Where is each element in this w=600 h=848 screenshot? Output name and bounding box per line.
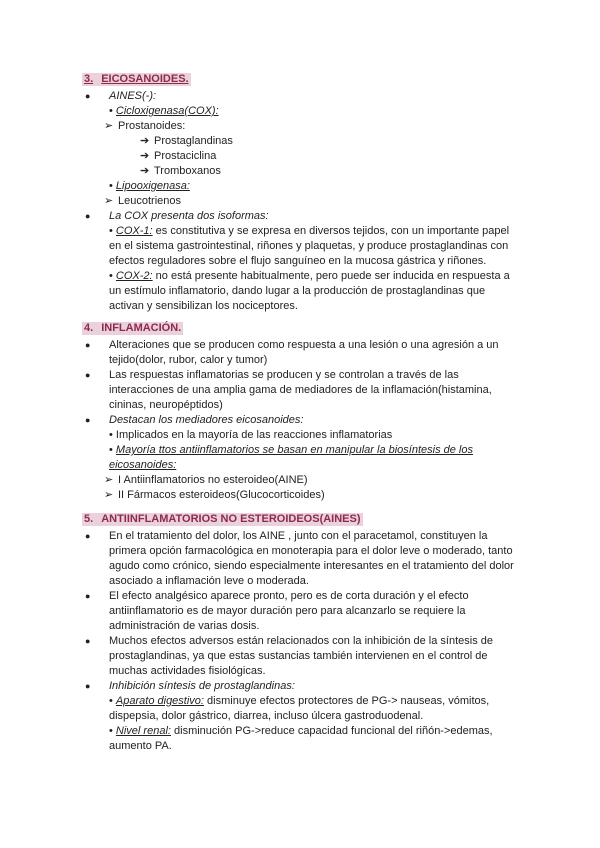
section-number: 4. <box>84 322 94 334</box>
arrow-prostaglandinas <box>82 134 522 149</box>
cox1-text: es constitutiva y se expresa en diversos tejidos, con un importante papel en el sistema gastrointestinal, riñones y plaquetas, y produce prostaglandinas con efectos reguladores sobre el flujo sanguíneo en la mucosa gástrica y riñones. <box>109 225 510 267</box>
mayoria-text: Mayoría ttos antiinflamatorios se basan en manipular la biosíntesis de los eicosanoides: <box>109 444 473 471</box>
cox-label: Cicloxigenasa(COX): <box>115 105 219 117</box>
bullet-tratamiento: ● En el tratamiento del dolor, los AINE , junto con el paracetamol, constituyen la primera opción farmacológica en monoterapia para el dolor leve o moderado, tanto agudo como crónico, siendo especialmente interesantes en el tratamiento del dolor asociado a inflamación leve o moderada. <box>82 529 522 589</box>
section-inflamacion <box>82 321 522 503</box>
cox2-label: COX-2: <box>115 270 153 282</box>
leucotrienos-text: Leucotrienos <box>118 195 181 207</box>
arrowhead-icon: ➢ <box>104 195 114 207</box>
sub-lipo: • Lipooxigenasa: <box>109 180 190 192</box>
prostaciclina-text: Prostaciclina <box>154 150 217 162</box>
bullet-aines: ● AINES(-): <box>82 89 522 104</box>
arrowhead-icon: ➢ <box>104 120 114 132</box>
bullet-efectos-adversos: ● Muchos efectos adversos están relacionados con la inhibición de la síntesis de prostaglandinas, ya que estas sustancias también intervienen en el control de muchas actividades fisiológicas. <box>82 634 522 679</box>
section-title: ANTIINFLAMATORIOS NO ESTEROIDEOS(AINES) <box>101 513 361 525</box>
section-number: 3. <box>84 73 94 85</box>
section-heading <box>82 322 183 335</box>
sub-renal: • Nivel renal: disminución PG->reduce capacidad funcional del riñón->edemas, aumento PA. <box>109 725 493 752</box>
sub-implicados: • Implicados en la mayoría de las reacciones inflamatorias <box>109 429 393 441</box>
arrow-leucotrienos <box>82 194 522 209</box>
prostanoides-text: Prostanoides: <box>118 120 186 132</box>
cox1-label: COX-1: <box>115 225 153 237</box>
bullet-respuestas: ● Las respuestas inflamatorias se producen y se controlan a través de las interacciones de una amplia gama de mediadores de la inflamación(histamina, cininas, neuropéptidos) <box>82 368 522 413</box>
arrow-tromboxanos <box>82 164 522 179</box>
implicados-text: Implicados en la mayoría de las reacciones inflamatorias <box>115 429 393 441</box>
arrow-glucocorticoides <box>82 488 522 503</box>
arrow-right-icon: ➔ <box>140 165 150 177</box>
cox2-text: no está presente habitualmente, pero puede ser inducida en respuesta a un estímulo inflamatorio, dando lugar a la producción de prostaglandinas que activan y sensibilizan los nociceptores. <box>109 270 510 312</box>
section-title: EICOSANOIDES. <box>101 73 189 85</box>
bullet-alteraciones: ● Alteraciones que se producen como respuesta a una lesión o una agresión a un tejido(dolor, rubor, calor y tumor) <box>82 338 522 368</box>
arrowhead-icon: ➢ <box>104 474 114 486</box>
renal-text: disminución PG->reduce capacidad funcional del riñón->edemas, aumento PA. <box>109 725 493 752</box>
sub-cox: • Cicloxigenasa(COX): <box>109 105 219 117</box>
glucocorticoides-text: II Fármacos esteroideos(Glucocorticoides) <box>118 489 325 501</box>
digestivo-text: disminuye efectos protectores de PG-> nauseas, vómitos, dispepsia, dolor gástrico, diarrea, incluso úlcera gastroduodenal. <box>109 695 490 722</box>
section-eicosanoides <box>82 72 522 314</box>
arrow-right-icon: ➔ <box>140 135 150 147</box>
aine-text: I Antiinflamatorios no esteroideo(AINE) <box>118 474 308 486</box>
sub-cox2: • COX-2: no está presente habitualmente, pero puede ser inducida en respuesta a un estímulo inflamatorio, dando lugar a la producción de prostaglandinas que activan y sensibilizan los nociceptores. <box>109 270 510 312</box>
section-aines <box>82 512 522 754</box>
tromboxanos-text: Tromboxanos <box>154 165 221 177</box>
sub-digestivo: • Aparato digestivo: disminuye efectos protectores de PG-> nauseas, vómitos, dispepsia, dolor gástrico, diarrea, incluso úlcera gastroduodenal. <box>109 695 490 722</box>
sub-cox1: • COX-1: es constitutiva y se expresa en diversos tejidos, con un importante papel en el sistema gastrointestinal, riñones y plaquetas, y produce prostaglandinas con efectos reguladores sobre el flujo sanguíneo en la mucosa gástrica y riñones. <box>109 225 510 267</box>
arrowhead-icon: ➢ <box>104 489 114 501</box>
section-title: INFLAMACIÓN. <box>101 322 182 334</box>
section-heading <box>82 513 363 526</box>
section-heading <box>82 73 191 86</box>
prostaglandinas-text: Prostaglandinas <box>154 135 233 147</box>
arrow-aine <box>82 473 522 488</box>
digestivo-label: Aparato digestivo: <box>115 695 204 707</box>
lipo-label: Lipooxigenasa: <box>115 180 190 192</box>
bullet-mediadores: ● Destacan los mediadores eicosanoides: <box>82 413 522 428</box>
arrow-right-icon: ➔ <box>140 150 150 162</box>
sub-mayoria: • Mayoría ttos antiinflamatorios se basan en manipular la biosíntesis de los eicosanoides: <box>109 444 473 471</box>
arrow-prostanoides <box>82 119 522 134</box>
bullet-efecto-analgesico: ● El efecto analgésico aparece pronto, pero es de corta duración y el efecto antiinflamatorio es de mayor duración pero para alcanzarlo se requiere la administración de varias dosis. <box>82 589 522 634</box>
arrow-prostaciclina <box>82 149 522 164</box>
bullet-isoformas: ● La COX presenta dos isoformas: <box>82 209 522 224</box>
section-number: 5. <box>84 513 94 525</box>
bullet-inhibicion: ● Inhibición síntesis de prostaglandinas: <box>82 679 522 694</box>
renal-label: Nivel renal: <box>115 725 171 737</box>
